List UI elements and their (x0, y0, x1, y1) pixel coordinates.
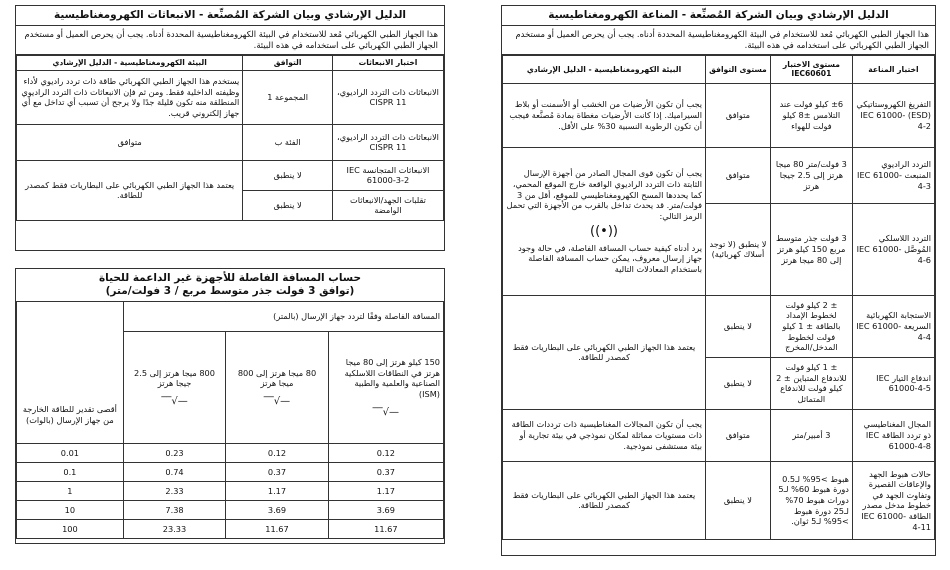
col-80-800-label: 80 ميجا هرتز إلى 800 ميجا هرتز (237, 367, 317, 389)
imm-row1-env: يجب أن تكون الأرضيات من الخشب أو الأسمنت أو بلاط السيراميك. إذا كانت الأرضيات مغطاة بمادة مُصنَّعة فيجب أن تكون الرطوبة النسبية 30% على الأقل. (503, 83, 706, 147)
r4-a: 3.69 (328, 501, 443, 520)
col-80-800 (226, 332, 328, 444)
header-environment: البيئة الكهرومغناطيسية - الدليل الإرشادي (17, 55, 243, 70)
imm-row6-env: يجب أن تكون المجالات المغناطيسية ذات ترددات الطاقة ذات مستويات مماثلة لمكان نموذجي في بيئة تجارية أو بيئة مستشفى نموذجية. (503, 409, 706, 461)
row1-compliance: المجموعة 1 (243, 70, 333, 124)
imm-row3-test: التردد اللاسلكي المُوصَّل IEC 61000-4-6 (852, 203, 934, 295)
power-header: أقصى تقدير للطاقة الخارجة من جهاز الإرسال (بالوات) (17, 302, 124, 444)
imm-row2-env (503, 147, 706, 295)
emissions-table (16, 55, 444, 221)
r4-p: 10 (17, 501, 124, 520)
imm-row2-compliance: متوافق (706, 147, 771, 203)
header-compliance: التوافق (243, 55, 333, 70)
row1-env: يستخدم هذا الجهاز الطبي الكهربائي طاقة ذات تردد راديوي لأداء وظيفته الداخلية فقط. ومن ثم فإن الانبعاثات ذات التردد الراديوي المنطلقة منه تكون قليلة جدًا ولا يرجح أن تسبب أي تداخل مع أي جهاز إلكتروني قريب. (17, 70, 243, 124)
imm-row3-compliance: لا ينطبق (لا توجد أسلاك كهربائية) (706, 203, 771, 295)
imm-header-env: البيئة الكهرومغناطيسية - الدليل الإرشادي (503, 55, 706, 83)
r1-c: 0.23 (123, 444, 225, 463)
formula-ism: —√‾‾ (372, 406, 400, 418)
imm-row6-level: 3 أمبير/متر (770, 409, 852, 461)
imm-row1-compliance: متوافق (706, 83, 771, 147)
r1-b: 0.12 (226, 444, 328, 463)
immunity-panel (501, 5, 936, 556)
r5-b: 11.67 (226, 520, 328, 539)
imm-header-compliance: مستوى التوافق (706, 55, 771, 83)
r2-a: 0.37 (328, 463, 443, 482)
formula-800-2500: —√‾‾ (161, 395, 188, 407)
emissions-title: الدليل الإرشادي وبيان الشركة المُصنِّعة - الانبعاثات الكهرومغناطيسية (16, 6, 444, 26)
r3-p: 1 (17, 482, 124, 501)
emissions-intro: هذا الجهاز الطبي الكهربائي مُعد للاستخدام في البيئة الكهرومغناطيسية المحددة أدناه. يجب أن يحرص العميل أو مستخدم الجهاز الطبي الكهربائي على استخدامه في هذه البيئة. (16, 26, 444, 55)
rf-transmitter-icon: ((•)) (590, 223, 618, 239)
imm-row2-level: 3 فولت/متر 80 ميجا هرتز إلى 2.5 جيجا هرتز (770, 147, 852, 203)
distance-title-line1: حساب المسافة الفاصلة للأجهزة غير الداعمة للحياة (98, 272, 362, 284)
r1-p: 0.01 (17, 444, 124, 463)
imm-row6-test: المجال المغناطيسي ذو تردد الطاقة IEC 61000-4-8 (852, 409, 934, 461)
r2-b: 0.37 (226, 463, 328, 482)
imm-row4-test: الاستجابة الكهربائية السريعة IEC 61000-4-4 (852, 295, 934, 357)
r1-a: 0.12 (328, 444, 443, 463)
imm-row2-test: التردد الراديوي المنبعث IEC 61000-4-3 (852, 147, 934, 203)
r3-a: 1.17 (328, 482, 443, 501)
r5-a: 11.67 (328, 520, 443, 539)
row2-test: الانبعاثات ذات التردد الراديوي، CISPR 11 (332, 124, 443, 160)
r3-c: 2.33 (123, 482, 225, 501)
distance-title-line2: (توافق 3 فولت جذر متوسط مربع / 3 فولت/متر) (105, 285, 355, 298)
col-800-2500-label: 800 ميجا هرتز إلى 2.5 جيجا هرتز (134, 367, 215, 389)
imm-row7-compliance: لا ينطبق (706, 461, 771, 539)
row3-test: الانبعاثات المتجانسة IEC 61000-3-2 (332, 160, 443, 190)
imm-row3-level: 3 فولت جذر متوسط مربع 150 كيلو هرتز إلى 80 ميجا هرتز (770, 203, 852, 295)
immunity-table (502, 55, 935, 540)
imm-row4-level: ± 2 كيلو فولت لخطوط الإمداد بالطاقة ± 1 كيلو فولت لخطوط المدخل/المخرج (770, 295, 852, 357)
r2-c: 0.74 (123, 463, 225, 482)
imm-row7-env: يعتمد هذا الجهاز الطبي الكهربائي على البطاريات فقط كمصدر للطاقة. (503, 461, 706, 539)
imm-row5-compliance: لا ينطبق (706, 357, 771, 409)
distance-panel (15, 268, 445, 544)
imm-row5-level: ± 1 كيلو فولت للاندفاع المتباين ± 2 كيلو فولت للاندفاع المتماثل (770, 357, 852, 409)
imm-row3-env-text: يرد أدناه كيفية حساب المسافة الفاصلة، في حالة وجود جهاز إرسال معروف، يمكن حساب المسافة الفاصلة باستخدام المعادلات التالية (518, 242, 703, 274)
col-ism-label: 150 كيلو هرتز إلى 80 ميجا هرتز في النطاقات اللاسلكية الصناعية والعلمية والطبية (ISM) (344, 356, 440, 399)
imm-row4-compliance: لا ينطبق (706, 295, 771, 357)
r4-c: 7.38 (123, 501, 225, 520)
immunity-title: الدليل الإرشادي وبيان الشركة المُصنِّعة - المناعة الكهرومغناطيسية (502, 6, 935, 26)
col-ism (328, 332, 443, 444)
r5-c: 23.33 (123, 520, 225, 539)
row3-env: يعتمد هذا الجهاز الطبي الكهربائي على البطاريات فقط كمصدر للطاقة. (17, 160, 243, 220)
distance-header: المسافة الفاصلة وفقًا لتردد جهاز الإرسال (بالمتر) (123, 302, 443, 332)
imm-row7-test: حالات هبوط الجهد والإعاقات القصيرة وتفاوت الجهد في خطوط مدخل مصدر الطاقة IEC 61000-4-11 (852, 461, 934, 539)
row4-test: تقلبات الجهد/الانبعاثات الوامضة (332, 190, 443, 220)
imm-row4-env: يعتمد هذا الجهاز الطبي الكهربائي على البطاريات فقط كمصدر للطاقة. (503, 295, 706, 409)
header-test: اختبار الانبعاثات (332, 55, 443, 70)
immunity-intro: هذا الجهاز الطبي الكهربائي مُعد للاستخدام في البيئة الكهرومغناطيسية المحددة أدناه. يجب أن يحرص العميل أو مستخدم الجهاز الطبي الكهربائي على استخدامه في هذه البيئة. (502, 26, 935, 55)
distance-title (16, 269, 444, 301)
imm-row6-compliance: متوافق (706, 409, 771, 461)
imm-row7-level: هبوط >95% لـ0.5 دورة هبوط 60% لـ5 دورات هبوط 70% لـ25 دورة هبوط >95% لـ5 ثوان. (770, 461, 852, 539)
col-800-2500 (123, 332, 225, 444)
r5-p: 100 (17, 520, 124, 539)
formula-80-800: —√‾‾ (263, 395, 291, 407)
imm-header-level: مستوى الاختبار IEC60601 (770, 55, 852, 83)
imm-row5-test: اندفاع التيار IEC 61000-4-5 (852, 357, 934, 409)
row1-test: الانبعاثات ذات التردد الراديوي، CISPR 11 (332, 70, 443, 124)
row4-compliance: لا ينطبق (243, 190, 333, 220)
imm-row1-level: ±6 كيلو فولت عند التلامس ±8 كيلو فولت للهواء (770, 83, 852, 147)
r4-b: 3.69 (226, 501, 328, 520)
row2-env: متوافق (17, 124, 243, 160)
emissions-panel (15, 5, 445, 251)
imm-row2-env-text: يجب أن تكون قوى المجال الصادر من أجهزة الإرسال الثابتة ذات التردد الراديوي الواقعة خارج الموقع المحمي، كما يحددها المسح الكهرومغناطيسي للموقع، أقل من 3 فولت/متر. قد يحدث تداخل بالقرب من الأجهزة التي تحمل الرمز التالي: (506, 168, 703, 222)
r3-b: 1.17 (226, 482, 328, 501)
row2-compliance: الفئة ب (243, 124, 333, 160)
r2-p: 0.1 (17, 463, 124, 482)
distance-table (16, 301, 444, 539)
imm-header-test: اختبار المناعة (852, 55, 934, 83)
row3-compliance: لا ينطبق (243, 160, 333, 190)
imm-row1-test: التفريغ الكهروستاتيكي (ESD) IEC 61000-4-2 (852, 83, 934, 147)
